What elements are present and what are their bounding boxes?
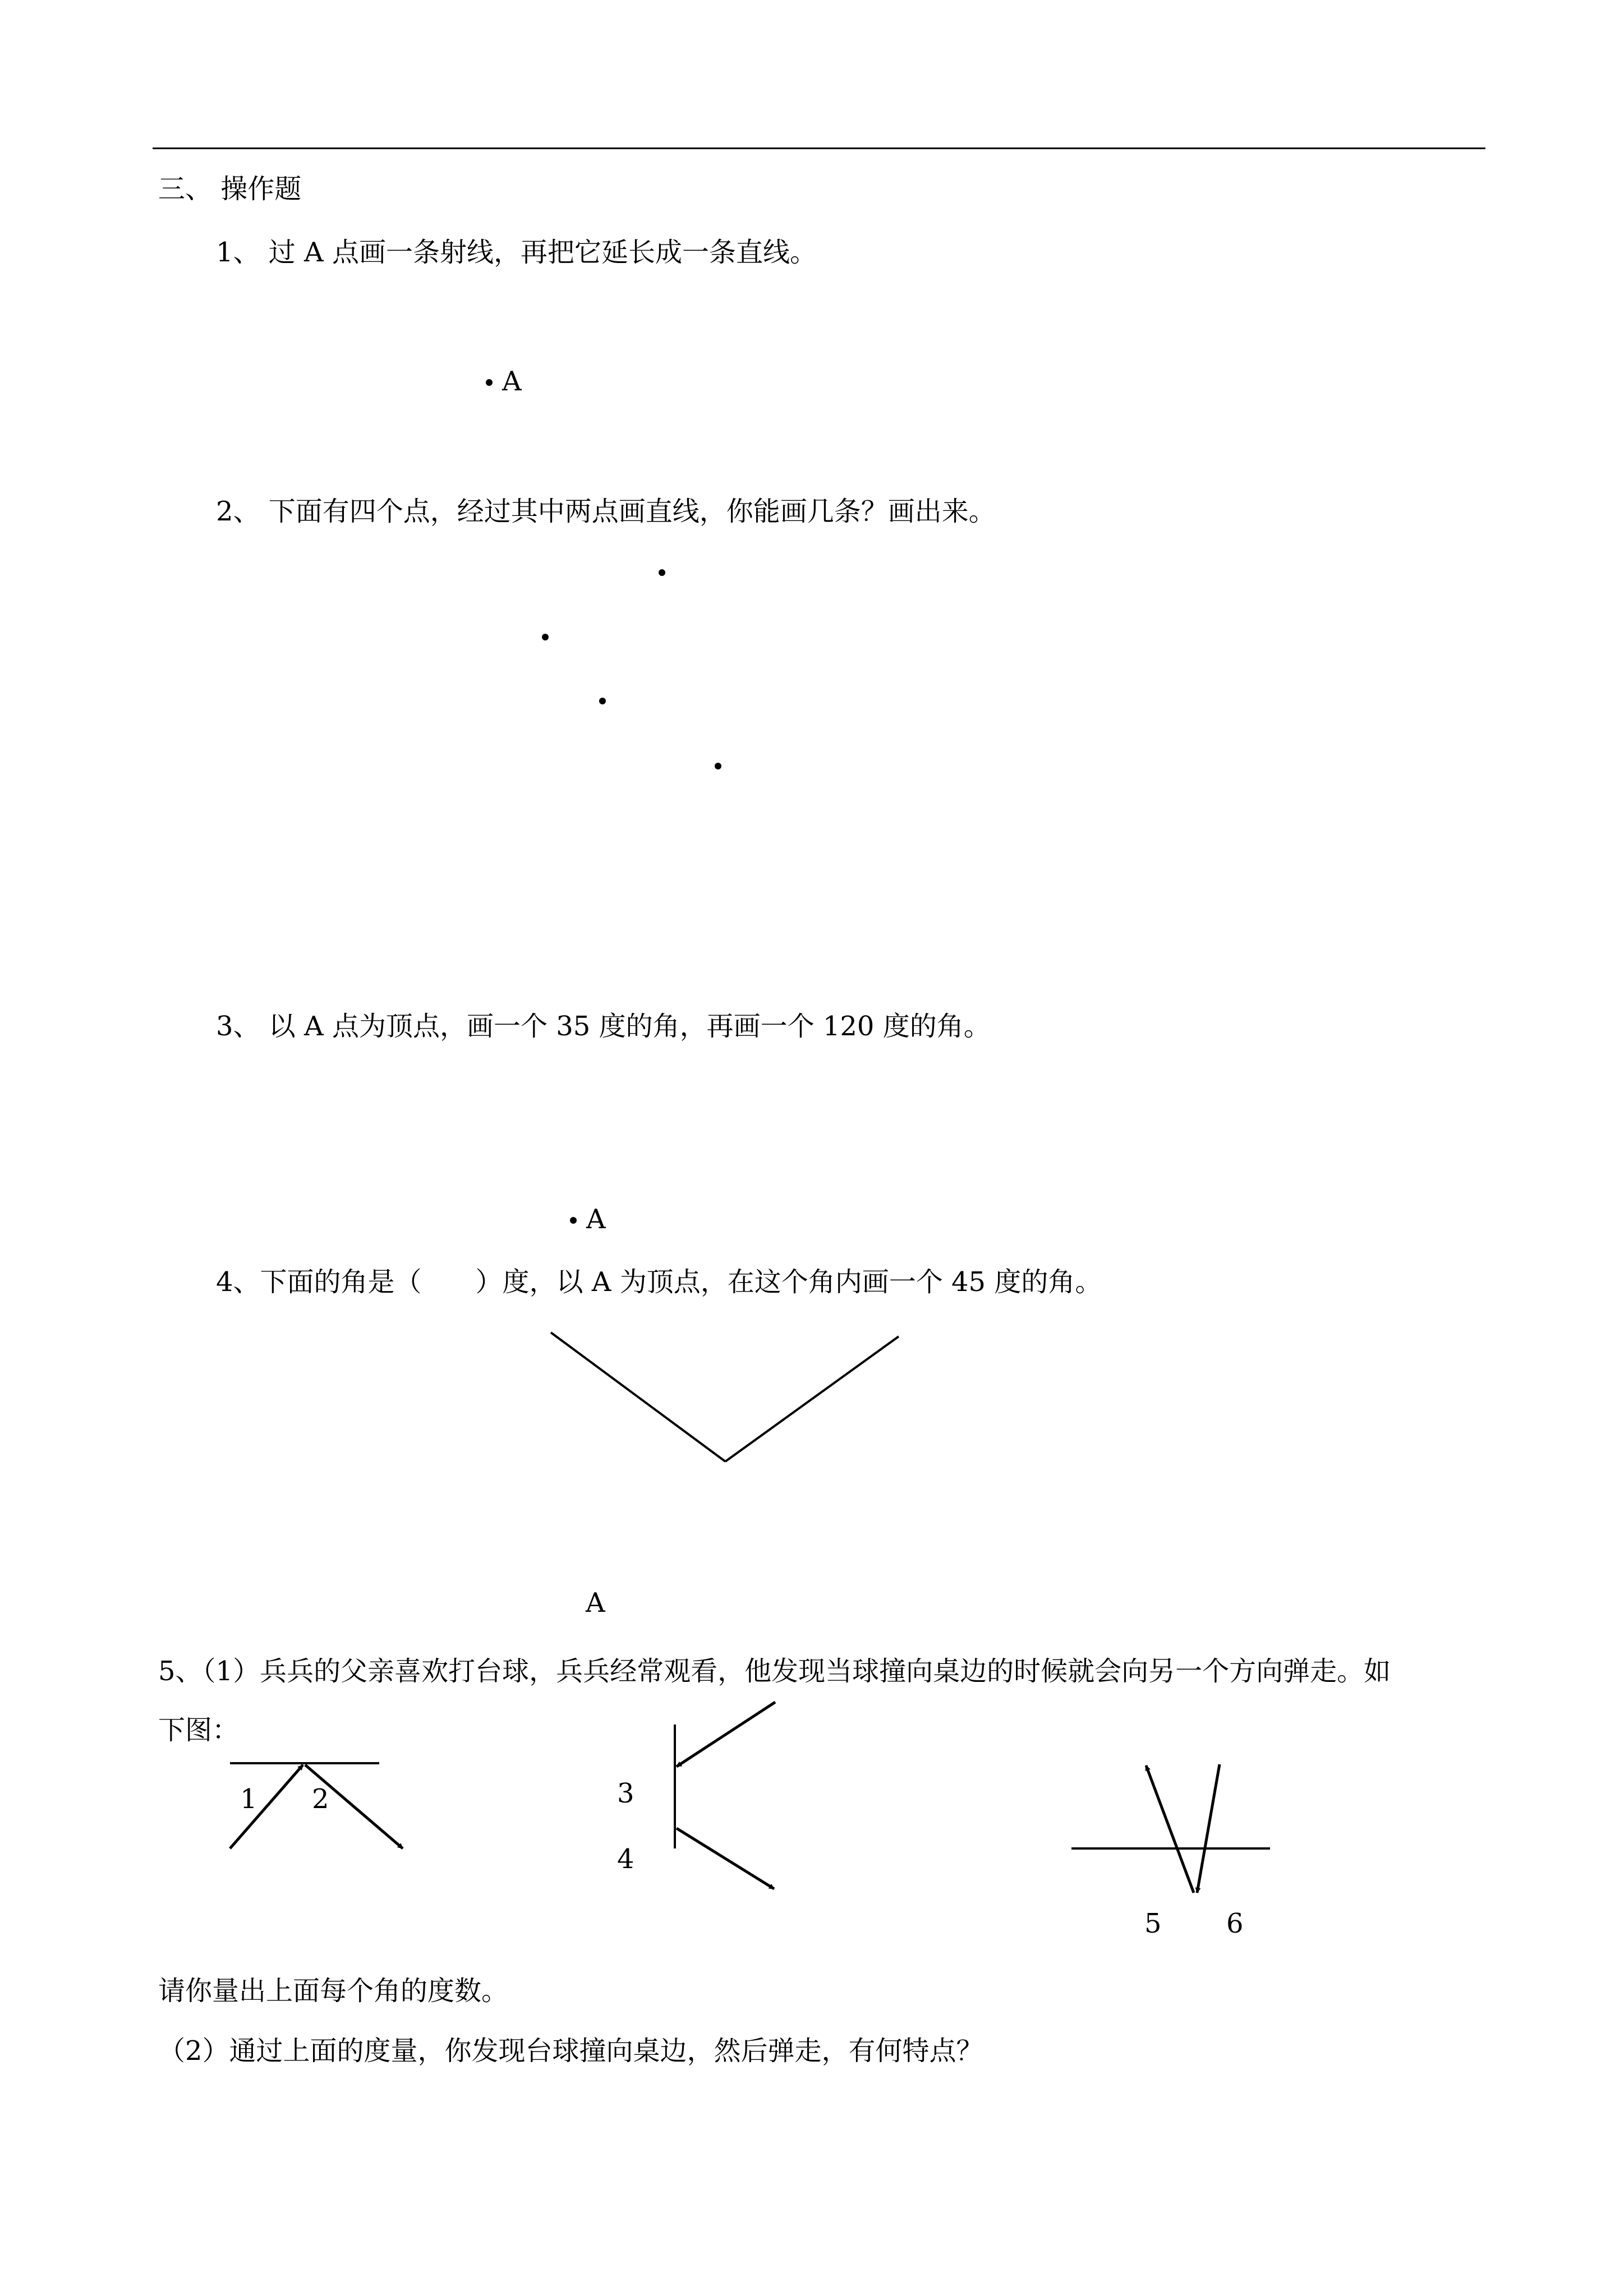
question-3-text: 3、 以 A 点为顶点，画一个 35 度的角，再画一个 120 度的角。: [216, 1011, 991, 1042]
point-a-q1-label: A: [502, 366, 522, 397]
angle-label-6: 6: [1226, 1908, 1244, 1939]
bounce-figure-1: [230, 1763, 403, 1848]
angle-vertex-label: A: [586, 1587, 605, 1619]
question-4-text: 4、下面的角是（ ）度，以 A 为顶点，在这个角内画一个 45 度的角。: [216, 1266, 1102, 1298]
angle-label-5: 5: [1144, 1908, 1162, 1939]
angle-figure-q4: [551, 1333, 899, 1461]
angle-label-3: 3: [617, 1778, 634, 1809]
question-5-part2: （2）通过上面的度量，你发现台球撞向桌边，然后弹走，有何特点？: [158, 2035, 983, 2067]
section-title: 三、 操作题: [158, 173, 302, 205]
question-5-part1-line2: 下图：: [158, 1714, 240, 1746]
bounce-figure-3: [1071, 1764, 1270, 1893]
bounce-figure-2: [675, 1702, 775, 1889]
point-a-q3-label: A: [586, 1204, 606, 1235]
question-2-text: 2、 下面有四个点，经过其中两点画直线，你能画几条？画出来。: [216, 496, 996, 527]
question-1-text: 1、 过 A 点画一条射线，再把它延长成一条直线。: [216, 237, 817, 268]
angle-label-1: 1: [240, 1783, 257, 1815]
question-5-measure: 请你量出上面每个角的度数。: [158, 1975, 509, 2007]
question-5-part1-line1: 5、（1）兵兵的父亲喜欢打台球，兵兵经常观看，他发现当球撞向桌边的时候就会向另一个方向弹走。如: [158, 1656, 1391, 1687]
angle-label-2: 2: [312, 1783, 329, 1815]
angle-label-4: 4: [617, 1843, 634, 1875]
